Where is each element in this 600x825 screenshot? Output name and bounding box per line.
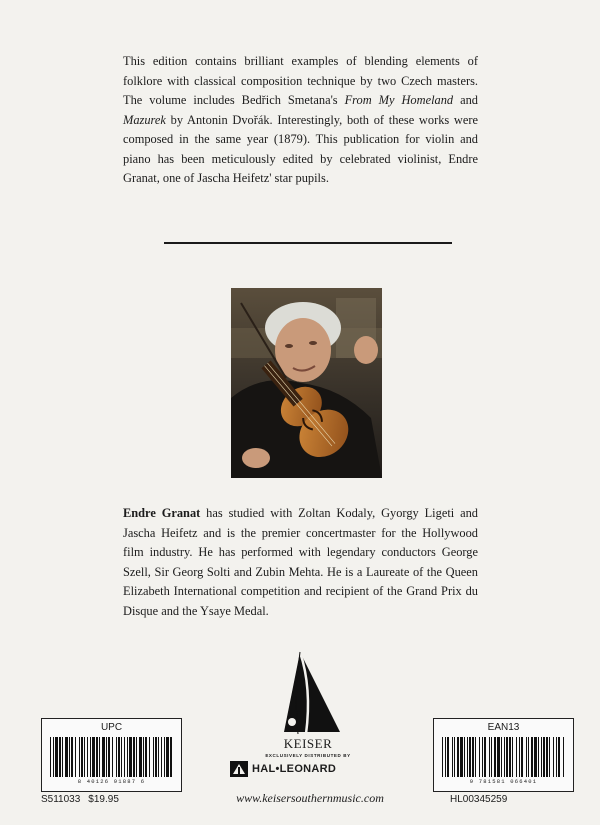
barcode-stripe bbox=[521, 737, 523, 777]
barcode-stripe bbox=[102, 737, 105, 777]
barcode-stripe bbox=[166, 737, 169, 777]
barcode-stripe bbox=[108, 737, 110, 777]
barcode-stripe bbox=[541, 737, 542, 777]
barcode-stripe bbox=[143, 737, 144, 777]
barcode-stripe bbox=[50, 737, 51, 777]
bio-text: has studied with Zoltan Kodaly, Gyorgy Ligeti and Jascha Heifetz and is the premier concertmaster for the Hollywood film industry. He has performed with legendary conductors George Szell, Sir Georg Solti and Zubin Mehta. He is a Laureate of the Queen Elizabeth International competition and recipient of the Grand Prix du Disque and the Ysaye Medal. bbox=[123, 506, 478, 618]
bio-paragraph bbox=[123, 504, 478, 621]
barcode-stripe bbox=[558, 737, 560, 777]
work-title-mazurek: Mazurek bbox=[123, 112, 166, 127]
hal-leonard-logo bbox=[230, 760, 390, 778]
barcode-stripe bbox=[149, 737, 150, 777]
barcode-stripe bbox=[71, 737, 73, 777]
barcode-stripe bbox=[494, 737, 496, 777]
upc-barcode-box bbox=[41, 718, 182, 792]
work-title-from-my-homeland: From My Homeland bbox=[344, 93, 454, 107]
barcode-stripe bbox=[81, 737, 83, 777]
barcode-stripe bbox=[484, 737, 486, 777]
keiser-brand: KEISER bbox=[283, 736, 333, 751]
barcode-stripe bbox=[139, 737, 142, 777]
barcode-stripe bbox=[479, 737, 480, 777]
barcode-stripe bbox=[124, 737, 125, 777]
barcode-stripe bbox=[504, 737, 505, 777]
barcode-stripe bbox=[79, 737, 80, 777]
barcode-stripe bbox=[538, 737, 539, 777]
barcode-stripe bbox=[153, 737, 154, 777]
barcode-stripe bbox=[534, 737, 537, 777]
barcode-stripe bbox=[472, 737, 474, 777]
barcode-stripe bbox=[136, 737, 137, 777]
barcode-stripe bbox=[447, 737, 449, 777]
barcode-stripe bbox=[475, 737, 476, 777]
intro-text-1: This edition contains brilliant examples of blending elements of folklore with classical composition technique by two Czech masters. The volume includes Bedřich Smetana's bbox=[123, 54, 478, 107]
intro-text-3: by Antonin Dvořák. Interestingly, both of these works were composed in the same year (1879). This publication for violin and piano has been meticulously edited by celebrated violinist, Endre Granat, one of Jascha Heifetz' star pupils. bbox=[123, 112, 478, 185]
distribution-note: EXCLUSIVELY DISTRIBUTED BY bbox=[265, 753, 351, 758]
barcode-stripe bbox=[96, 737, 98, 777]
divider-rule bbox=[164, 242, 452, 244]
website-url[interactable]: www.keisersouthernmusic.com bbox=[236, 791, 384, 805]
violinist-illustration bbox=[231, 288, 382, 478]
barcode-stripe bbox=[90, 737, 91, 777]
barcode-stripe bbox=[99, 737, 100, 777]
barcode-stripe bbox=[145, 737, 147, 777]
barcode-stripe bbox=[501, 737, 502, 777]
barcode-stripe bbox=[87, 737, 88, 777]
barcode-stripe bbox=[164, 737, 165, 777]
barcode-stripe bbox=[454, 737, 455, 777]
intro-paragraph bbox=[123, 52, 478, 189]
barcode-stripe bbox=[69, 737, 70, 777]
upc-footer bbox=[41, 794, 119, 805]
barcode-stripe bbox=[127, 737, 128, 777]
violinist-photo bbox=[231, 288, 382, 478]
barcode-stripe bbox=[546, 737, 548, 777]
barcode-stripe bbox=[543, 737, 545, 777]
hal-leonard-logo-icon bbox=[230, 761, 248, 777]
barcode-stripe bbox=[516, 737, 517, 777]
barcode-stripe bbox=[112, 737, 113, 777]
hl-item-number: HL00345259 bbox=[450, 794, 508, 805]
barcode-stripe bbox=[129, 737, 132, 777]
barcode-stripe bbox=[464, 737, 465, 777]
barcode-stripe bbox=[65, 737, 68, 777]
barcode-stripe bbox=[563, 737, 564, 777]
barcode-stripe bbox=[59, 737, 61, 777]
barcode-stripe bbox=[549, 737, 550, 777]
barcode-stripe bbox=[519, 737, 520, 777]
barcode-stripe bbox=[469, 737, 471, 777]
barcode-stripe bbox=[118, 737, 120, 777]
barcode-stripe bbox=[170, 737, 172, 777]
barcode-stripe bbox=[556, 737, 557, 777]
barcode-stripe bbox=[442, 737, 443, 777]
ean-barcode-icon bbox=[442, 737, 565, 777]
barcode-stripe bbox=[491, 737, 492, 777]
barcode-stripe bbox=[512, 737, 513, 777]
barcode-stripe bbox=[92, 737, 95, 777]
ean-digits: 9 781581 066401 bbox=[469, 778, 538, 785]
barcode-stripe bbox=[161, 737, 162, 777]
barcode-stripe bbox=[497, 737, 500, 777]
upc-barcode-icon bbox=[50, 737, 173, 777]
price: $19.95 bbox=[88, 794, 119, 805]
barcode-stripe bbox=[460, 737, 463, 777]
barcode-stripe bbox=[467, 737, 468, 777]
barcode-stripe bbox=[53, 737, 54, 777]
barcode-stripe bbox=[155, 737, 157, 777]
barcode-stripe bbox=[84, 737, 85, 777]
upc-digits: 8 40126 91887 6 bbox=[77, 778, 146, 785]
ean-label: EAN13 bbox=[487, 722, 520, 733]
hal-leonard-text: HAL•LEONARD bbox=[252, 763, 337, 775]
catalog-number: S511033 bbox=[41, 794, 81, 805]
barcode-stripe bbox=[452, 737, 453, 777]
barcode-stripe bbox=[531, 737, 533, 777]
barcode-stripe bbox=[482, 737, 483, 777]
ean-barcode-box bbox=[433, 718, 574, 792]
barcode-stripe bbox=[116, 737, 117, 777]
barcode-stripe bbox=[62, 737, 63, 777]
intro-text-2: and bbox=[453, 93, 478, 107]
barcode-stripe bbox=[106, 737, 107, 777]
barcode-stripe bbox=[526, 737, 527, 777]
barcode-stripe bbox=[121, 737, 122, 777]
barcode-stripe bbox=[133, 737, 135, 777]
barcode-stripe bbox=[158, 737, 159, 777]
barcode-stripe bbox=[445, 737, 446, 777]
barcode-stripe bbox=[506, 737, 508, 777]
upc-label: UPC bbox=[100, 722, 123, 733]
barcode-stripe bbox=[457, 737, 459, 777]
barcode-stripe bbox=[75, 737, 76, 777]
barcode-stripe bbox=[55, 737, 58, 777]
barcode-stripe bbox=[553, 737, 554, 777]
bio-name: Endre Granat bbox=[123, 506, 201, 520]
barcode-stripe bbox=[489, 737, 490, 777]
barcode-stripe bbox=[509, 737, 511, 777]
barcode-stripe bbox=[528, 737, 529, 777]
